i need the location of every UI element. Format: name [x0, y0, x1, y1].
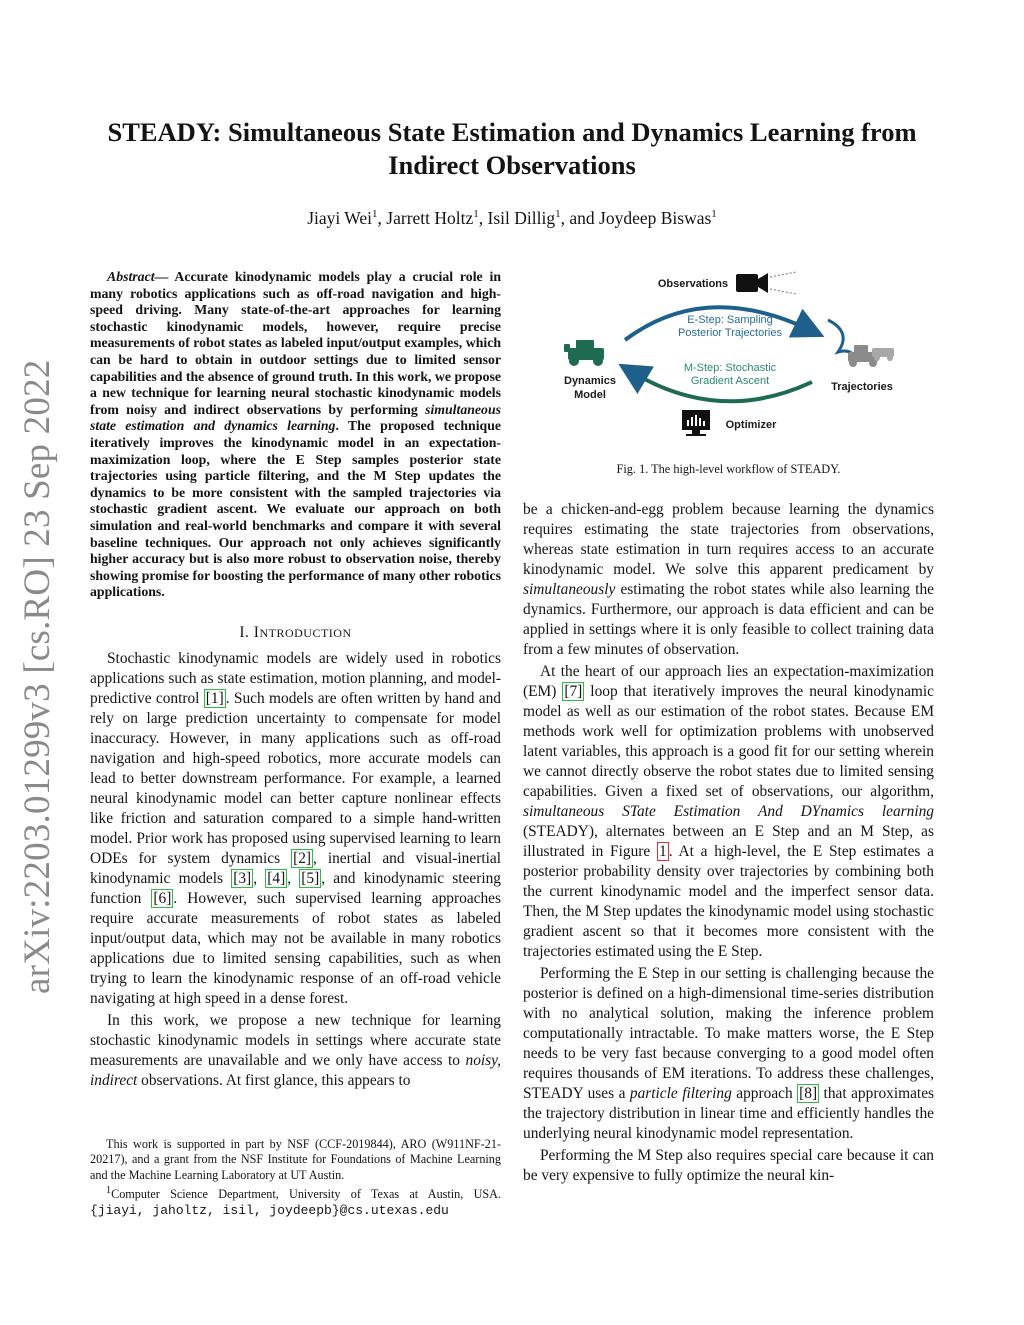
- author-affiliation-mark: 1: [711, 208, 717, 221]
- funding-note: This work is supported in part by NSF (CCF-2019844), ARO (W911NF-21-20217), and a grant from the NSF Institute for Foundations of Machine Learning and the Machine Learning Laboratory at UT Austin.: [90, 1137, 501, 1182]
- author-name: Isil Dillig: [487, 208, 556, 228]
- arxiv-stamp: arXiv:2203.01299v3 [cs.RO] 23 Sep 2022: [17, 359, 58, 994]
- intro-paragraph-6: Performing the M Step also requires special care because it can be very expensive to fully optimize the neural kin-: [523, 1147, 934, 1184]
- citation-link[interactable]: [5]: [301, 869, 320, 887]
- figure-1: [540, 260, 920, 440]
- author-name: Joydeep Biswas: [599, 208, 712, 228]
- optimizer-label: Optimizer: [725, 419, 777, 431]
- figure-caption: Fig. 1. The high-level workflow of STEADY.: [616, 462, 841, 476]
- author-name: Jarrett Holtz: [386, 208, 474, 228]
- optimizer-monitor-icon: [682, 410, 710, 436]
- abstract-emphasis: simultaneous state estimation and dynamics learning: [90, 401, 501, 434]
- affiliation-note: $^1$Computer Science Department, University of Texas at Austin, USA. {jiayi, jaholtz, isil, joydeepb}@cs.utexas.edu: [90, 1185, 501, 1218]
- intro-paragraph-2: In this work, we propose a new technique for learning stochastic kinodynamic models in settings where accurate state measurements are unavailable and we only have access to noisy, indirect observations. At first glance, this appears to: [90, 1011, 501, 1089]
- abstract-text: Accurate kinodynamic models play a crucial role in many robotics applications such as off-road navigation and high-speed driving. Many state-of-the-art approaches for learning stochastic kinodynamic models, however, require precise measurements of robot states as labeled input/output examples, which can be hard to obtain in outdoor settings due to limited sensor capabilities and the absence of ground truth. In this work, we propose a new technique for learning neural stochastic kinodynamic models from noisy and indirect observations by performing: [90, 269, 501, 417]
- observations-label: Observations: [657, 278, 729, 290]
- footnote: [90, 1137, 501, 1218]
- author-name: Jiayi Wei: [307, 208, 373, 228]
- citation-link[interactable]: [3]: [233, 869, 252, 887]
- trajectory-car-icon: [848, 345, 894, 367]
- author-list: Jiayi Wei$^1$, Jarrett Holtz$^1$, Isil Dillig$^1$, and Joydeep Biswas$^1$: [307, 208, 717, 228]
- citation-link[interactable]: [1]: [205, 689, 224, 707]
- trajectories-label: Trajectories: [831, 381, 893, 393]
- citation-link[interactable]: [6]: [153, 889, 172, 907]
- section-heading-introduction: I. INTRODUCTION: [239, 623, 352, 641]
- dynamics-model-label: Dynamics Model: [564, 375, 616, 401]
- mstep-label: M-Step: Stochastic Gradient Ascent: [683, 362, 777, 387]
- abstract-label: Abstract: [107, 269, 155, 284]
- intro-paragraph-4: At the heart of our approach lies an expectation-maximization (EM) [7] loop that iteratively improves the neural kinodynamic model as well as our estimation of the robot states. Because EM methods work well for optimization problems with unobserved latent variables, this approach is a good fit for our setting wherein we cannot directly observe the robot states due to limited sensing capabilities. Given a fixed set of observations, our algorithm, simultaneous STate Estimation And DYnamics learning (STEADY), alternates between an E Step and an M Step, as illustrated in Figure 1 . At a high-level, the E Step estimates a posterior probability density over trajectories by combining both the current kinodynamic model and the imperfect sensor data. Then, the M Step updates the kinodynamic model using stochastic gradient ascent so that it becomes more consistent with the trajectories estimated using the E Step.: [523, 663, 935, 960]
- estep-label: E-Step: Sampling Posterior Trajectories: [678, 314, 782, 339]
- dynamics-car-icon: [564, 340, 604, 366]
- camera-icon: [736, 272, 796, 294]
- author-affiliation-mark: 1: [372, 208, 378, 221]
- email-addresses: {jiayi, jaholtz, isil, joydeepb}@cs.utexas.edu: [90, 1202, 449, 1218]
- intro-paragraph-1: Stochastic kinodynamic models are widely used in robotics applications such as state estimation, motion planning, and model-predictive control [1] . Such models are often written by hand and rely on large prediction uncertainty to compensate for model inaccuracy. However, in many applications such as off-road navigation and high-speed robotics, more accurate models can lead to better downstream performance. For example, a learned neural kinodynamic model can better capture nonlinear effects like friction and saturation compared to a simple hand-written model. Prior work has proposed using supervised learning to learn ODEs for system dynamics [2] , inertial and visual-inertial kinodynamic models [3] , [4] , [5] , and kinodynamic steering function [6] . However, such supervised learning approaches require accurate measurements of robot states as labeled input/output data, which may not be available in many robotics applications due to limited sensing capabilities, such as when trying to learn the kinodynamic response of an off-road vehicle navigating at high speed in a dense forest.: [90, 649, 502, 1007]
- left-column: [90, 269, 501, 1091]
- author-affiliation-mark: 1: [473, 208, 479, 221]
- author-affiliation-mark: 1: [555, 208, 561, 221]
- citation-link[interactable]: [7]: [564, 683, 583, 700]
- abstract: [90, 269, 501, 601]
- abstract-dash: —: [154, 269, 169, 284]
- citation-link[interactable]: [8]: [799, 1085, 818, 1102]
- citation-link[interactable]: [2]: [293, 849, 312, 867]
- paper-title: STEADY: Simultaneous State Estimation and Dynamics Learning from Indirect Observations: [107, 117, 917, 180]
- intro-paragraph-5: Performing the E Step in our setting is challenging because the posterior is defined on a high-dimensional time-series distribution with no analytical solution, making the inference problem computationally intractable. To make matters worse, the E Step needs to be very fast because converging to a good model often requires thousands of EM iterations. To address these challenges, STEADY uses a particle filtering approach [8] that approximates the trajectory distribution in linear time and efficiently handles the underlying neural kinodynamic model representation.: [523, 965, 935, 1142]
- figure-reference-link[interactable]: 1: [659, 843, 667, 860]
- abstract-text-end: . The proposed technique iteratively improves the kinodynamic model in an expectation-maximization loop, where the E Step samples posterior state trajectories using particle filtering, and the M Step updates the dynamics to be more consistent with the sampled trajectories via stochastic gradient ascent. We evaluate our approach on both simulation and real-world benchmarks and compare it with several baseline techniques. Our approach not only achieves significantly higher accuracy but is also more robust to observation noise, thereby showing promise for boosting the performance of many other robotics applications.: [90, 418, 501, 600]
- right-column: [523, 500, 934, 1186]
- intro-paragraph-3: be a chicken-and-egg problem because learning the dynamics requires estimating the state trajectories from observations, whereas state estimation in turn requires access to an accurate kinodynamic model. We solve this apparent predicament by simultaneously estimating the robot states while also learning the dynamics. Furthermore, our approach is data efficient and can be applied in settings where it is only feasible to collect training data from a few minutes of observation.: [523, 501, 934, 658]
- citation-link[interactable]: [4]: [267, 869, 286, 887]
